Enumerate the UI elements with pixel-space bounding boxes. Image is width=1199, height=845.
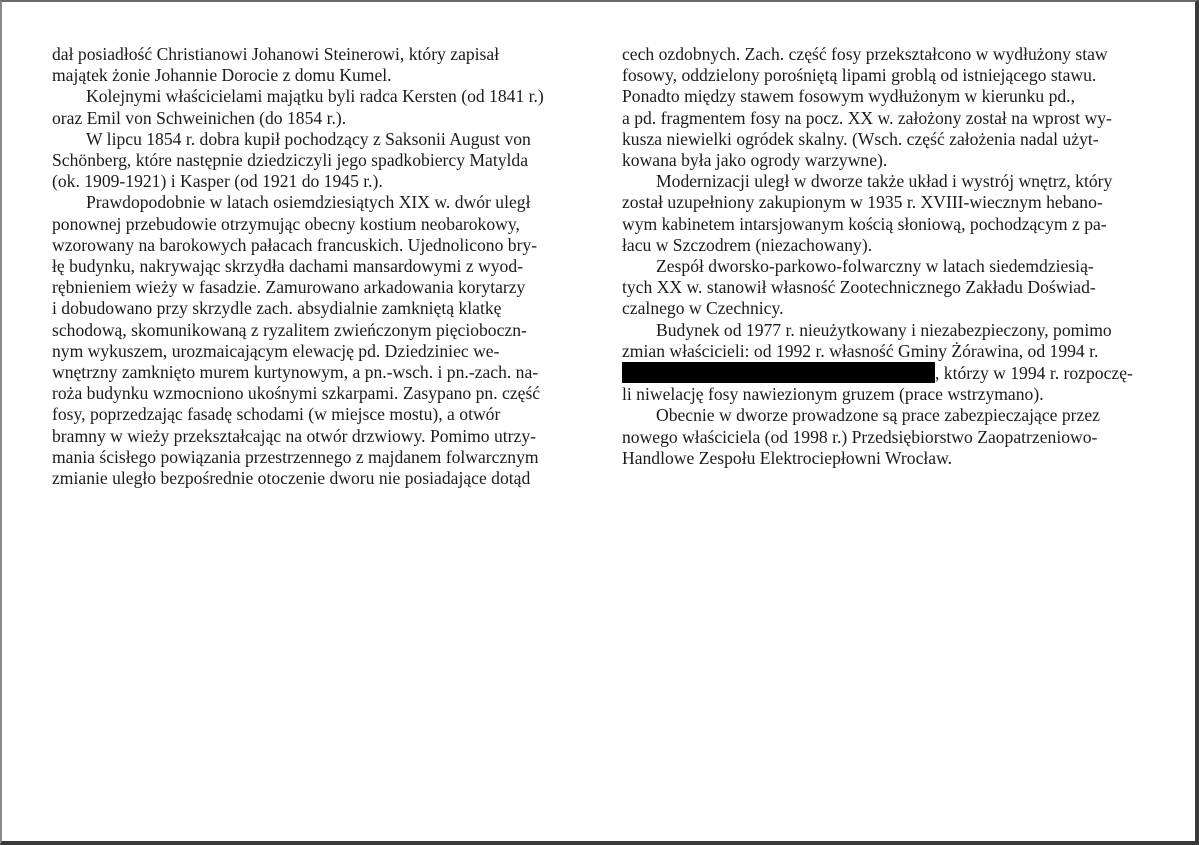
- redaction-block: [622, 362, 935, 383]
- paragraph: [622, 44, 1150, 171]
- text-line: a pd. fragmentem fosy na pocz. XX w. założony został na wprost wy-: [622, 107, 1112, 128]
- text-line: bramny w wieży przekształcając na otwór drzwiowy. Pomimo utrzy-: [52, 425, 536, 446]
- text-line: ponownej przebudowie otrzymując obecny kostium neobarokowy,: [52, 213, 520, 234]
- text-line: zmianie uległo bezpośrednie otoczenie dworu nie posiadające dotąd: [52, 468, 531, 489]
- text-line: łacu w Szczodrem (niezachowany).: [622, 234, 873, 255]
- text-line: rębnieniem wieży w fasadzie. Zamurowano arkadowania korytarzy: [52, 277, 526, 298]
- text-line: cech ozdobnych. Zach. część fosy przekształcono w wydłużony staw: [622, 44, 1108, 64]
- text-line: Zespół dworsko-parkowo-folwarczny w latach siedemdziesią-: [656, 256, 1094, 277]
- text-line: (ok. 1909-1921) i Kasper (od 1921 do 1945 r.).: [52, 171, 383, 192]
- text-line: i dobudowano przy skrzydle zach. absydialnie zamkniętą klatkę: [52, 298, 502, 319]
- text-line: W lipcu 1854 r. dobra kupił pochodzący z Saksonii August von: [86, 128, 531, 149]
- text-line: łę budynku, nakrywając skrzydła dachami mansardowymi z wyod-: [52, 256, 523, 277]
- paragraph: [622, 405, 1150, 469]
- paragraph: [622, 171, 1150, 256]
- text-line: oraz Emil von Schweinichen (do 1854 r.).: [52, 107, 347, 128]
- text-line: Obecnie w dworze prowadzone są prace zabezpieczające przez: [656, 405, 1100, 426]
- text-line: dał posiadłość Christianowi Johanowi Steinerowi, który zapisał: [52, 44, 500, 64]
- text-line: roża budynku wzmocniono ukośnymi szkarpami. Zasypano pn. część: [52, 383, 541, 404]
- text-line: wzorowany na barokowych pałacach francuskich. Ujednolicono bry-: [52, 234, 538, 255]
- text-line: Modernizacji uległ w dworze także układ i wystrój wnętrz, który: [656, 171, 1113, 192]
- text-line: czalnego w Czechnicy.: [622, 298, 784, 319]
- text-line: majątek żonie Johannie Dorocie z domu Kumel.: [52, 65, 392, 86]
- paragraph: [52, 86, 582, 128]
- paragraph: [52, 129, 582, 193]
- text-line: , którzy w 1994 r. rozpoczę-: [935, 363, 1133, 384]
- text-line: zmian właścicieli: od 1992 r. własność Gminy Żórawina, od 1994 r.: [622, 340, 1099, 361]
- text-line: Prawdopodobnie w latach osiemdziesiątych XIX w. dwór uległ: [86, 192, 531, 213]
- paragraph: [622, 320, 1150, 406]
- text-line: mania ścisłego powiązania przestrzennego z majdanem folwarcznym: [52, 446, 539, 467]
- text-line: Kolejnymi właścicielami majątku byli radca Kersten (od 1841 r.): [86, 86, 544, 107]
- paragraph: [622, 256, 1150, 320]
- text-line: został uzupełniony zakupionym w 1935 r. XVIII-wiecznym hebano-: [622, 192, 1103, 213]
- text-line: wym kabinetem intarsjowanym kością słoniową, pochodzącym z pa-: [622, 213, 1107, 234]
- left-text-column: [52, 44, 582, 489]
- text-line: fosowy, oddzielony porośniętą lipami groblą od istniejącego stawu.: [622, 65, 1097, 86]
- text-line: nym wykuszem, urozmaicającym elewację pd. Dziedziniec we-: [52, 340, 500, 361]
- text-line: wnętrzny zamknięto murem kurtynowym, a pn.-wsch. i pn.-zach. na-: [52, 362, 539, 383]
- text-line: Handlowe Zespołu Elektrociepłowni Wrocław.: [622, 447, 953, 468]
- paragraph: [52, 192, 582, 489]
- text-line: kowana była jako ogrody warzywne).: [622, 150, 888, 171]
- text-line: Budynek od 1977 r. nieużytkowany i niezabezpieczony, pomimo: [656, 319, 1112, 340]
- text-line: Schönberg, które następnie dziedziczyli jego spadkobiercy Matylda: [52, 150, 529, 171]
- text-line: fosy, poprzedzając fasadę schodami (w miejsce mostu), a otwór: [52, 404, 501, 425]
- text-line: nowego właściciela (od 1998 r.) Przedsiębiorstwo Zaopatrzeniowo-: [622, 426, 1098, 447]
- text-line: schodową, skomunikowaną z ryzalitem zwieńczonym pięcioboczn-: [52, 319, 527, 340]
- text-line: Ponadto między stawem fosowym wydłużonym w kierunku pd.,: [622, 86, 1075, 107]
- right-text-column: [622, 44, 1150, 469]
- paragraph: [52, 44, 582, 86]
- text-line: kusza niewielki ogródek skalny. (Wsch. część założenia nadal użyt-: [622, 128, 1099, 149]
- text-line: tych XX w. stanowił własność Zootechnicznego Zakładu Doświad-: [622, 277, 1096, 298]
- text-line: li niwelację fosy nawiezionym gruzem (prace wstrzymano).: [622, 384, 1044, 405]
